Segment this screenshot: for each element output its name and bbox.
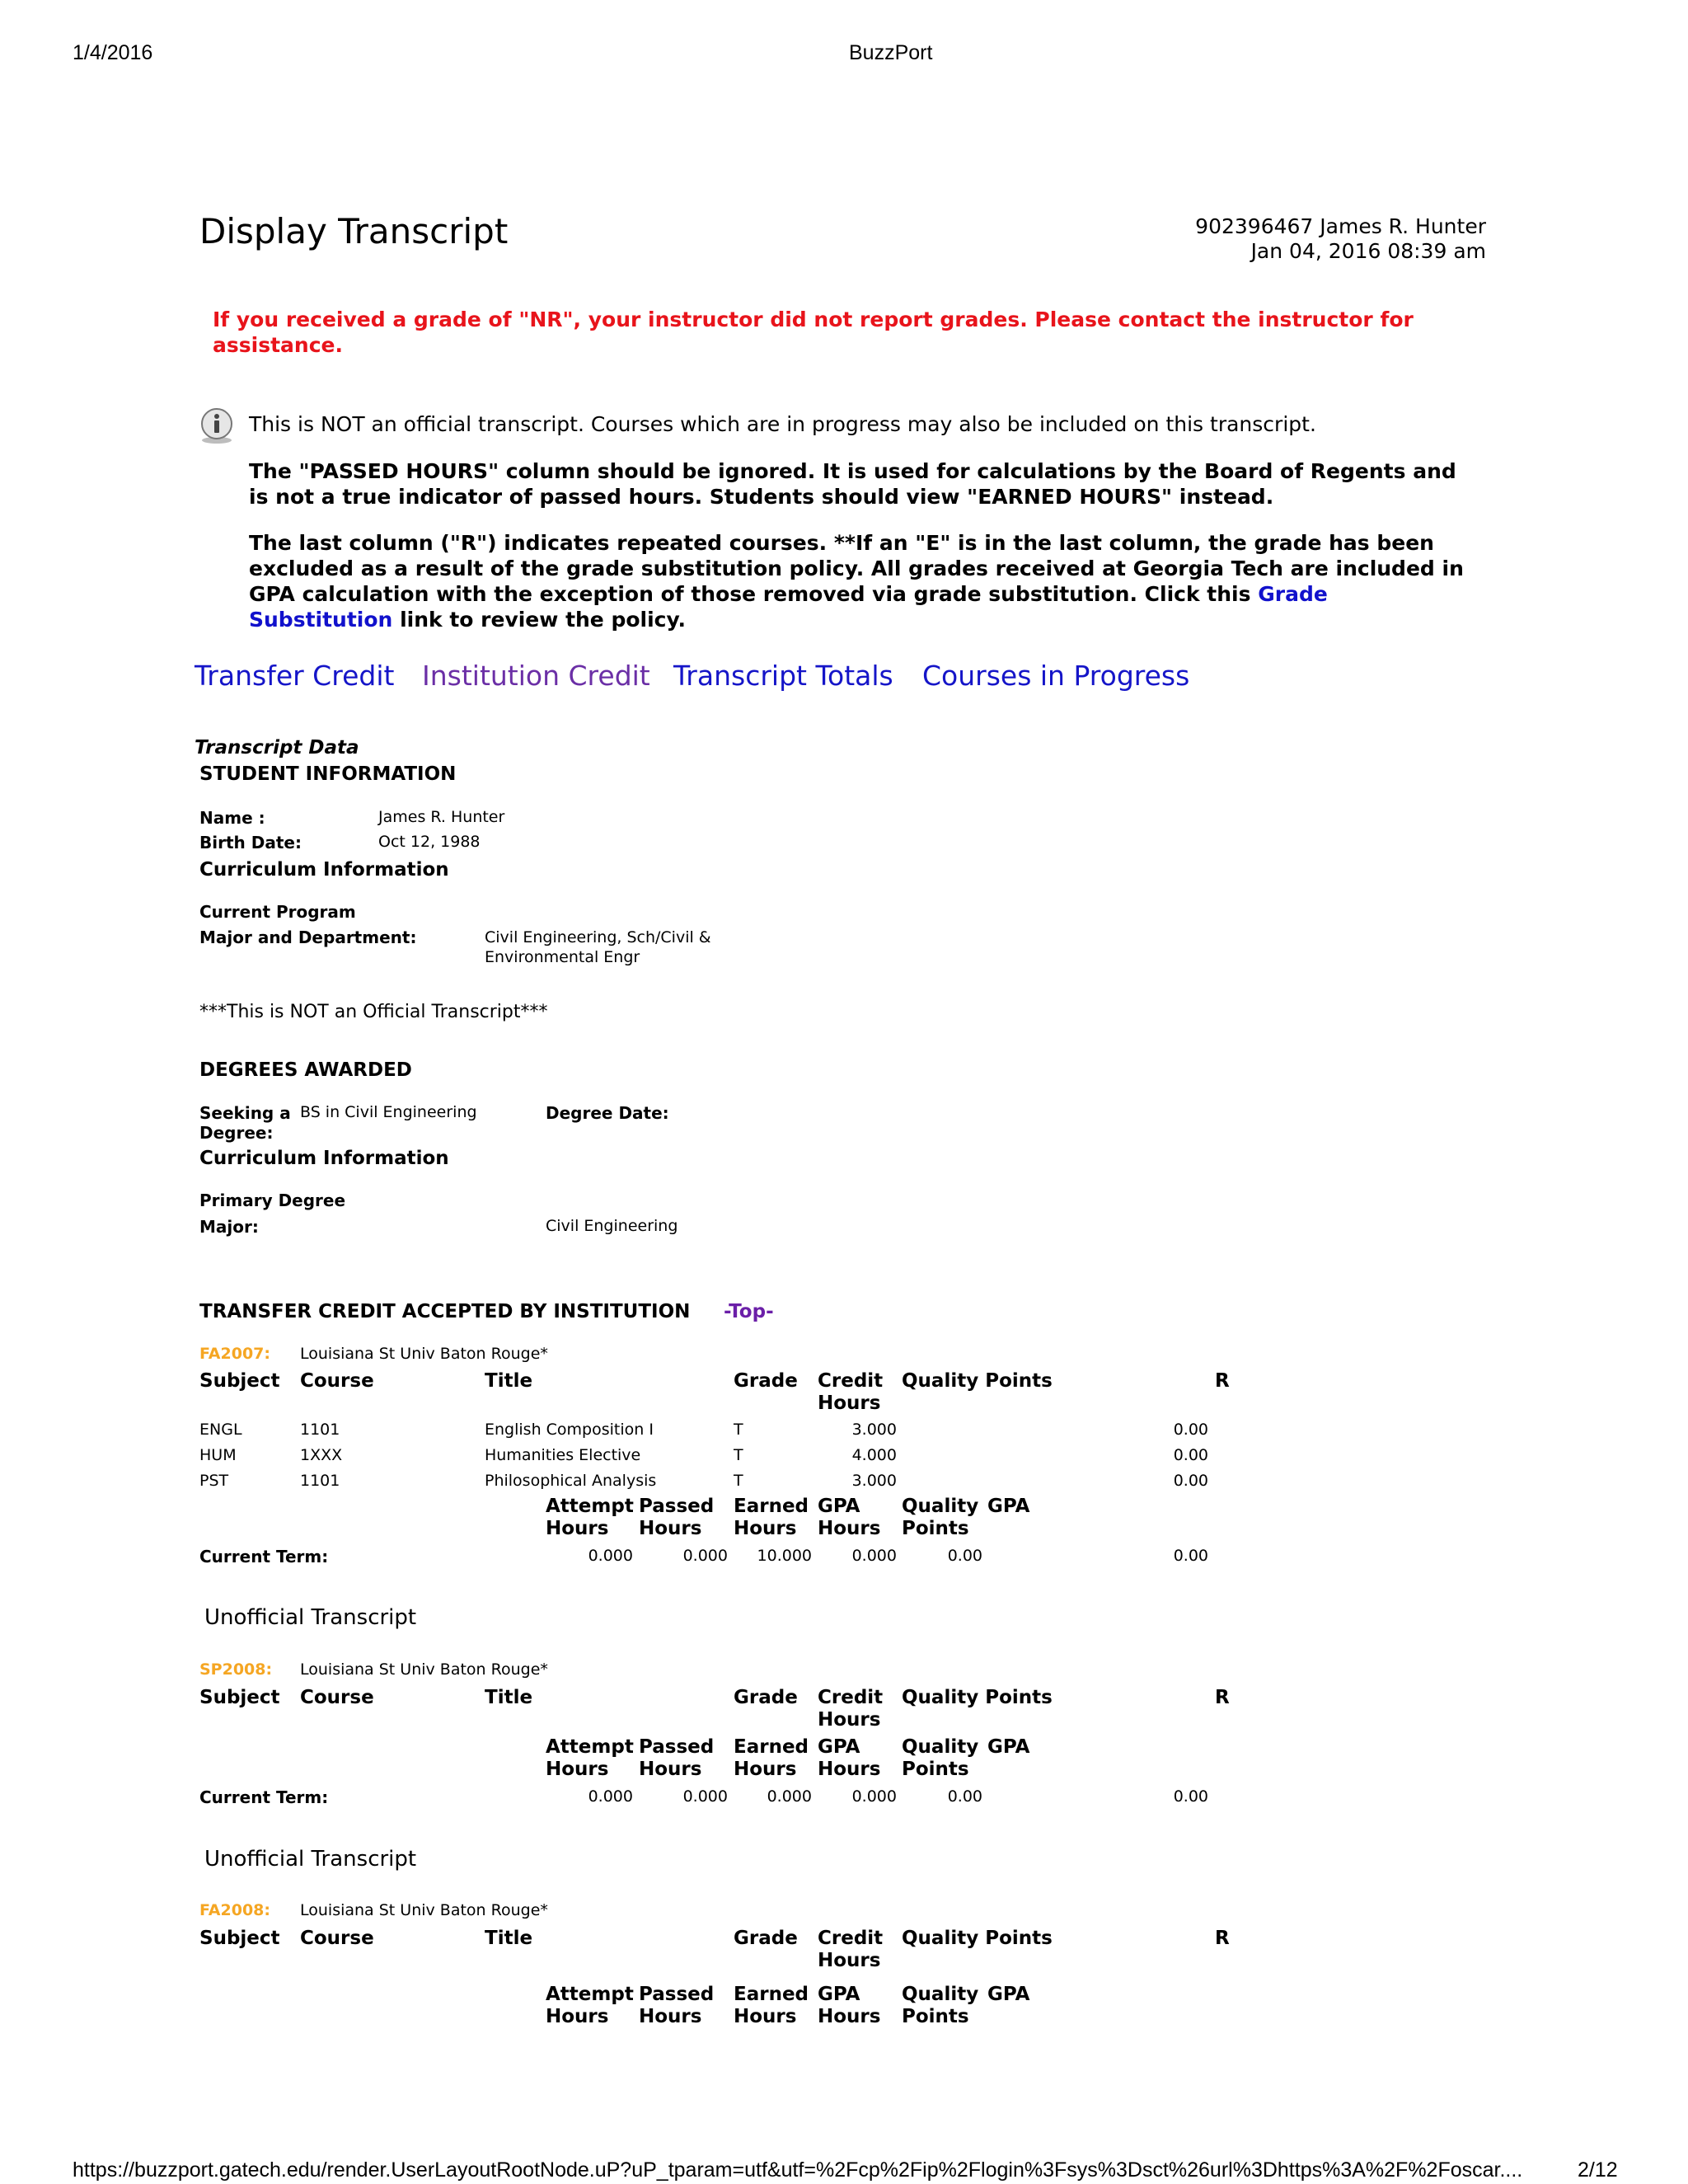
cell-course: 1XXX: [300, 1446, 343, 1464]
cell-credit-hours: 3.000: [851, 1421, 897, 1439]
col-quality-points: Quality Points: [902, 1928, 1053, 1949]
cell-quality-points: 0.00: [1173, 1421, 1208, 1439]
major-dept-line-1: Civil Engineering, Sch/Civil &: [485, 928, 711, 946]
col-gpa-hours: [818, 1496, 880, 1540]
col-gpa-hours-line-1: GPA: [818, 1984, 860, 2005]
nav-institution-credit[interactable]: Institution Credit: [422, 660, 650, 692]
cell-grade: T: [734, 1446, 743, 1464]
page-title: Display Transcript: [199, 211, 509, 251]
degrees-heading: DEGREES AWARDED: [199, 1059, 412, 1081]
curriculum-heading: Curriculum Information: [199, 859, 449, 881]
birth-date-value: Oct 12, 1988: [378, 833, 481, 851]
col-grade: Grade: [734, 1687, 798, 1708]
col-credit-hours: [818, 1687, 883, 1731]
col-gpa: GPA: [987, 1496, 1030, 1517]
col-earned-hours: [734, 1736, 809, 1781]
not-official-line: ***This is NOT an Official Transcript***: [199, 1002, 548, 1022]
cell-grade: T: [734, 1421, 743, 1439]
total-gpa: 0.00: [1173, 1547, 1208, 1565]
print-date: 1/4/2016: [73, 41, 153, 64]
total-passed: 0.000: [682, 1547, 728, 1565]
col-earned-line-1: Earned: [734, 1984, 809, 2005]
col-quality-line-2: Points: [902, 1518, 969, 1539]
transcript-data-caption: Transcript Data: [195, 737, 359, 759]
total-gpa-hours: 0.000: [851, 1547, 897, 1565]
col-passed-hours: [639, 1736, 714, 1781]
col-credit-line-1: Credit: [818, 1370, 884, 1392]
total-earned: 10.000: [757, 1547, 812, 1565]
col-earned-line-2: Hours: [734, 1759, 797, 1780]
total-attempt: 0.000: [588, 1787, 633, 1806]
col-gpa-hours-line-1: GPA: [818, 1736, 860, 1758]
student-id-block: [1195, 214, 1486, 264]
birth-date-label: Birth Date:: [199, 833, 302, 852]
print-site-name: BuzzPort: [849, 41, 933, 64]
repeat-note-tail: link to review the policy.: [400, 608, 686, 632]
col-attempt-line-2: Hours: [546, 1518, 609, 1539]
col-attempt-line-2: Hours: [546, 1759, 609, 1780]
col-earned-line-2: Hours: [734, 2006, 797, 2027]
col-passed-hours: [639, 1496, 714, 1540]
col-earned-line-2: Hours: [734, 1518, 797, 1539]
col-r: R: [1215, 1687, 1230, 1708]
col-attempt-hours: [546, 1736, 634, 1781]
col-course: Course: [300, 1928, 374, 1949]
nav-transfer-credit[interactable]: Transfer Credit: [195, 660, 395, 692]
current-program-label: Current Program: [199, 902, 356, 922]
repeat-courses-note: [249, 530, 1469, 632]
col-subject: Subject: [199, 1370, 280, 1392]
repeat-note-text: The last column ("R") indicates repeated courses. **If an "E" is in the last column, the grade has been excluded as a result of the grade substitution policy. All grades received at Georgia Tech are included in GPA calculation with the exception of those removed via grade substitution. Click this: [249, 531, 1464, 606]
cell-credit-hours: 4.000: [851, 1446, 897, 1464]
cell-subject: ENGL: [199, 1421, 242, 1439]
col-gpa-hours-line-2: Hours: [818, 1518, 881, 1539]
col-gpa-hours: [818, 1984, 880, 2028]
cell-subject: HUM: [199, 1446, 237, 1464]
clipped-totals-header: [0, 1984, 1688, 2027]
cell-grade: T: [734, 1472, 743, 1490]
col-subject: Subject: [199, 1928, 280, 1949]
col-grade: Grade: [734, 1928, 798, 1949]
col-passed-line-2: Hours: [639, 1518, 702, 1539]
cell-title: English Composition I: [485, 1421, 654, 1439]
col-course: Course: [300, 1370, 374, 1392]
col-quality-points-total: [902, 1984, 978, 2028]
nav-courses-in-progress[interactable]: Courses in Progress: [922, 660, 1190, 692]
student-id-line: 902396467 James R. Hunter: [1195, 214, 1486, 238]
term-institution: Louisiana St Univ Baton Rouge*: [300, 1901, 548, 1919]
unofficial-transcript-label: Unofficial Transcript: [204, 1605, 417, 1630]
nav-transcript-totals[interactable]: Transcript Totals: [673, 660, 893, 692]
total-gpa-hours: 0.000: [851, 1787, 897, 1806]
col-earned-hours: [734, 1984, 809, 2028]
col-attempt-line-1: Attempt: [546, 1984, 634, 2005]
total-quality-points: 0.00: [947, 1547, 982, 1565]
passed-hours-note: The "PASSED HOURS" column should be ignored. It is used for calculations by the Board of Regents and is not a true indicator of passed hours. Students should view "EARNED HOURS" instead.: [249, 459, 1456, 509]
degree-curriculum-heading: Curriculum Information: [199, 1148, 449, 1169]
term-institution: Louisiana St Univ Baton Rouge*: [300, 1345, 548, 1363]
nr-grade-warning: If you received a grade of "NR", your instructor did not report grades. Please contact the instructor for assistance.: [213, 308, 1414, 357]
col-r: R: [1215, 1370, 1230, 1392]
timestamp: Jan 04, 2016 08:39 am: [1250, 239, 1486, 263]
unofficial-transcript-label: Unofficial Transcript: [204, 1847, 417, 1872]
col-passed-line-1: Passed: [639, 1736, 715, 1758]
term-institution: Louisiana St Univ Baton Rouge*: [300, 1660, 548, 1679]
col-title: Title: [485, 1928, 533, 1949]
col-grade: Grade: [734, 1370, 798, 1392]
col-quality-line-2: Points: [902, 2006, 969, 2027]
col-title: Title: [485, 1370, 533, 1392]
cell-credit-hours: 3.000: [851, 1472, 897, 1490]
name-value: James R. Hunter: [378, 808, 505, 826]
col-quality-points: Quality Points: [902, 1370, 1053, 1392]
total-earned: 0.000: [767, 1787, 812, 1806]
seeking-degree-label: [199, 1103, 291, 1143]
total-attempt: 0.000: [588, 1547, 633, 1565]
col-title: Title: [485, 1687, 533, 1708]
col-passed-line-1: Passed: [639, 1496, 715, 1517]
term-code: SP2008:: [199, 1660, 273, 1679]
col-passed-line-2: Hours: [639, 2006, 702, 2027]
total-passed: 0.000: [682, 1787, 728, 1806]
major-dept-value: [485, 928, 711, 967]
col-attempt-line-2: Hours: [546, 2006, 609, 2027]
print-url: https://buzzport.gatech.edu/render.UserLayoutRootNode.uP?uP_tparam=utf&utf=%2Fcp%2Fip%2Flogin%3Fsys%3Dsct%26url%3Dhttps%3A%2F%2Foscar....: [73, 2158, 1523, 2182]
col-credit-line-2: Hours: [818, 1393, 881, 1414]
col-gpa-hours: [818, 1736, 880, 1781]
col-gpa-hours-line-1: GPA: [818, 1496, 860, 1517]
col-credit-hours: [818, 1928, 883, 1972]
major-dept-label: Major and Department:: [199, 928, 417, 947]
col-credit-line-1: Credit: [818, 1687, 884, 1708]
col-passed-hours: [639, 1984, 714, 2028]
col-attempt-hours: [546, 1496, 634, 1540]
term-code: FA2008:: [199, 1901, 270, 1919]
student-info-heading: STUDENT INFORMATION: [199, 763, 457, 785]
total-quality-points: 0.00: [947, 1787, 982, 1806]
col-attempt-hours: [546, 1984, 634, 2028]
col-attempt-line-1: Attempt: [546, 1736, 634, 1758]
col-quality-line-1: Quality: [902, 1736, 979, 1758]
col-subject: Subject: [199, 1687, 280, 1708]
col-attempt-line-1: Attempt: [546, 1496, 634, 1517]
col-credit-line-2: Hours: [818, 1950, 881, 1971]
col-passed-line-2: Hours: [639, 1759, 702, 1780]
cell-title: Humanities Elective: [485, 1446, 641, 1464]
major-dept-line-2: Environmental Engr: [485, 948, 640, 966]
col-earned-line-1: Earned: [734, 1496, 809, 1517]
col-quality-line-1: Quality: [902, 1984, 979, 2005]
major-value: Civil Engineering: [546, 1217, 678, 1235]
term-code: FA2007:: [199, 1345, 270, 1363]
total-gpa: 0.00: [1173, 1787, 1208, 1806]
col-gpa: GPA: [987, 1984, 1030, 2005]
col-quality-line-1: Quality: [902, 1496, 979, 1517]
col-passed-line-1: Passed: [639, 1984, 715, 2005]
col-gpa: GPA: [987, 1736, 1030, 1758]
col-credit-hours: [818, 1370, 883, 1415]
col-credit-line-2: Hours: [818, 1709, 881, 1731]
col-course: Course: [300, 1687, 374, 1708]
info-icon: [198, 407, 236, 445]
cell-course: 1101: [300, 1472, 340, 1490]
cell-quality-points: 0.00: [1173, 1472, 1208, 1490]
cell-quality-points: 0.00: [1173, 1446, 1208, 1464]
col-quality-points-total: [902, 1736, 978, 1781]
col-r: R: [1215, 1928, 1230, 1949]
col-earned-hours: [734, 1496, 809, 1540]
seeking-label-line-1: Seeking a: [199, 1103, 291, 1123]
grade-substitution-link[interactable]: Grade Substitution: [249, 582, 1328, 632]
seeking-degree-value: BS in Civil Engineering: [300, 1103, 477, 1121]
cell-course: 1101: [300, 1421, 340, 1439]
degree-date-label: Degree Date:: [546, 1103, 669, 1123]
seeking-label-line-2: Degree:: [199, 1123, 274, 1143]
top-link[interactable]: -Top-: [724, 1301, 774, 1322]
col-gpa-hours-line-2: Hours: [818, 2006, 881, 2027]
col-quality-points: Quality Points: [902, 1687, 1053, 1708]
col-quality-line-2: Points: [902, 1759, 969, 1780]
cell-subject: PST: [199, 1472, 229, 1490]
current-term-label: Current Term:: [199, 1787, 329, 1807]
col-credit-line-1: Credit: [818, 1928, 884, 1949]
print-page-number: 2/12: [1578, 2158, 1618, 2182]
unofficial-notice: This is NOT an official transcript. Courses which are in progress may also be included on this transcript.: [249, 412, 1316, 436]
transfer-credit-heading: TRANSFER CREDIT ACCEPTED BY INSTITUTION: [199, 1301, 691, 1322]
major-label: Major:: [199, 1217, 259, 1237]
current-term-label: Current Term:: [199, 1547, 329, 1566]
name-label: Name :: [199, 808, 265, 828]
col-gpa-hours-line-2: Hours: [818, 1759, 881, 1780]
col-earned-line-1: Earned: [734, 1736, 809, 1758]
primary-degree-label: Primary Degree: [199, 1191, 346, 1210]
cell-title: Philosophical Analysis: [485, 1472, 657, 1490]
col-quality-points-total: [902, 1496, 978, 1540]
